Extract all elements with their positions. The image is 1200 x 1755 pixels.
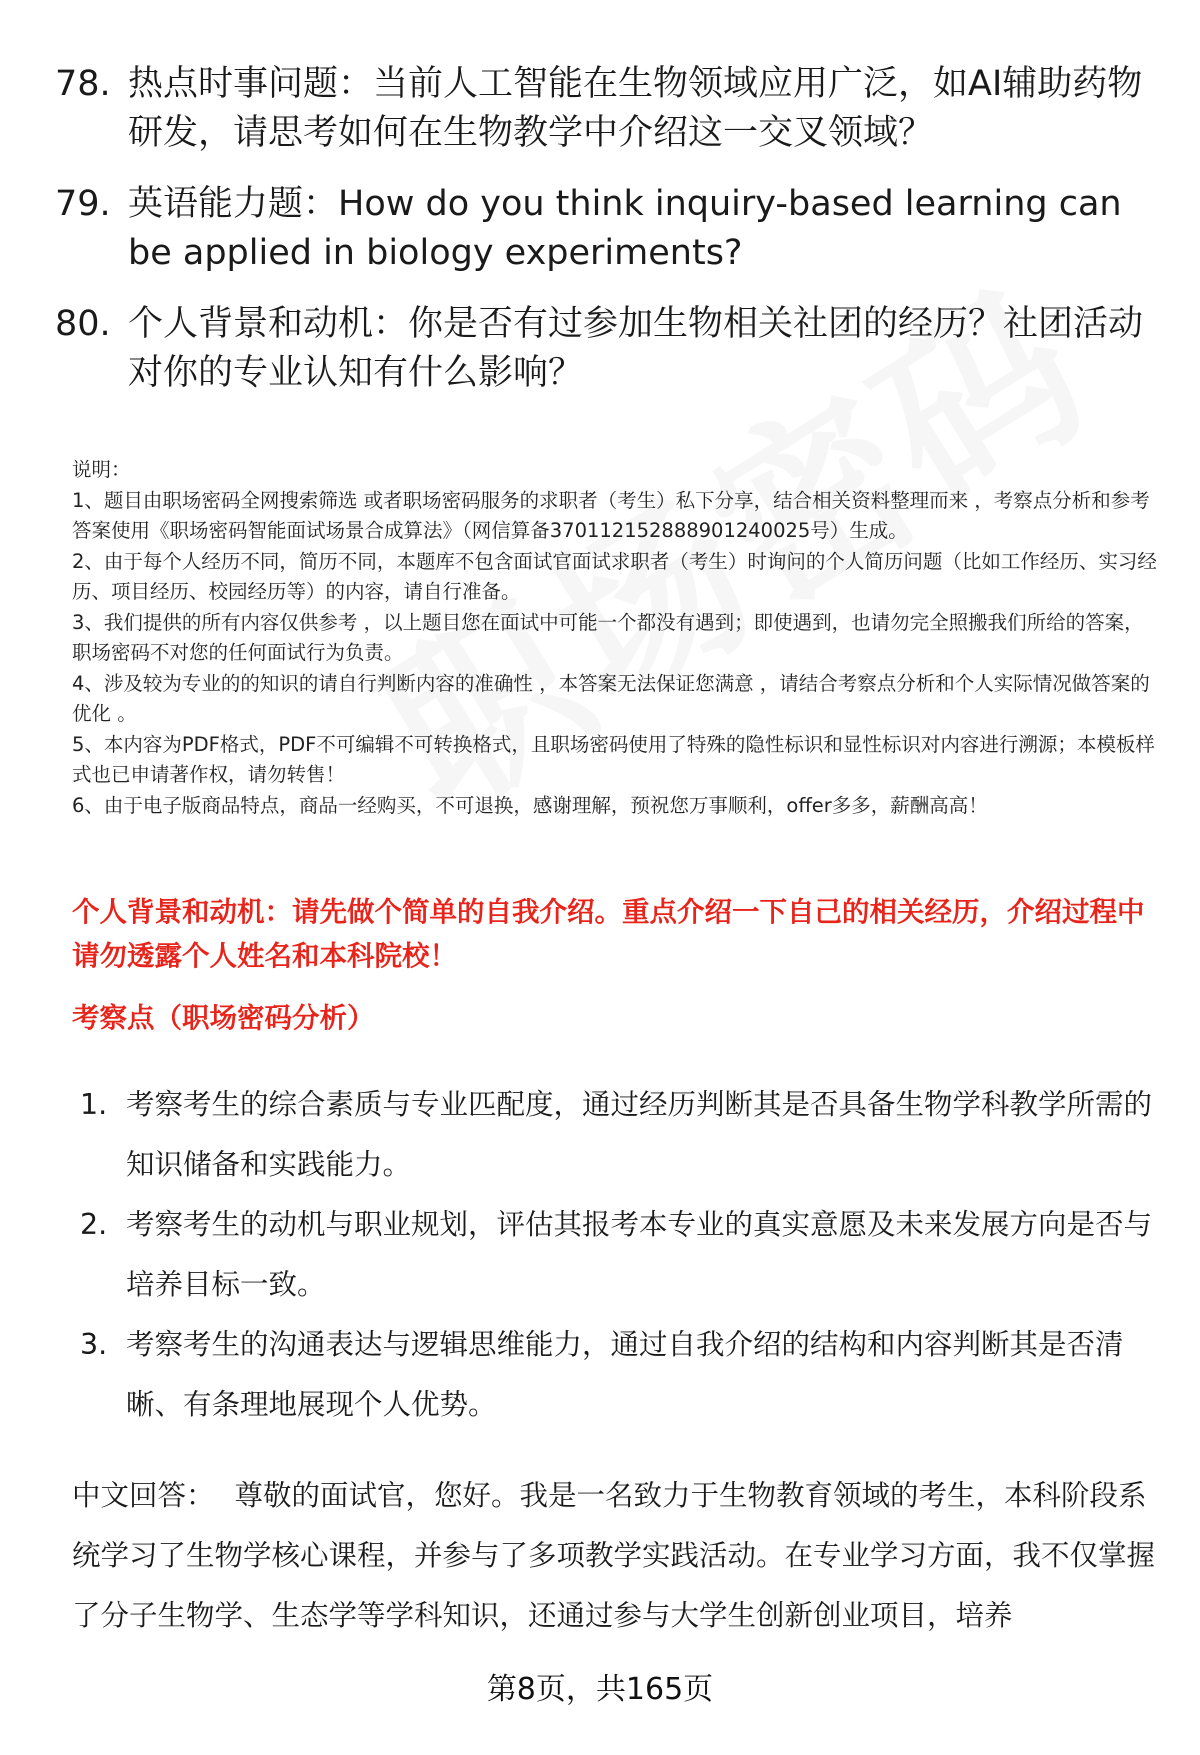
question-text: 个人背景和动机：你是否有过参加生物相关社团的经历？社团活动对你的专业认知有什么影响？ [128,304,1144,393]
note-item: 1、题目由职场密码全网搜索筛选 或者职场密码服务的求职者（考生）私下分享，结合相关资料整理而来 ，考察点分析和参考答案使用《职场密码智能面试场景合成算法》（网信算备370112152888901240025号）生成。 [72,488,1150,542]
notes-title: 说明： [72,458,131,481]
question-number: 80. [55,304,111,344]
point-text: 考察考生的沟通表达与逻辑思维能力，通过自我介绍的结构和内容判断其是否清晰、有条理地展现个人优势。 [126,1328,1124,1421]
page-footer: 第8页，共165页 [486,1672,714,1707]
answer-paragraph [72,1466,1162,1646]
question-item [55,60,1155,158]
question-heading: 个人背景和动机：请先做个简单的自我介绍。重点介绍一下自己的相关经历，介绍过程中请勿透露个人姓名和本科院校！ [72,896,1145,972]
point-number: 3. [80,1328,108,1361]
point-number: 2. [80,1208,108,1241]
question-item [55,180,1155,278]
analysis-point [80,1195,1160,1315]
question-number: 79. [55,184,111,224]
analysis-point [80,1315,1160,1435]
question-text: 英语能力题：How do you think inquiry-based learning can be applied in biology experiments? [128,184,1122,273]
note-item: 6、由于电子版商品特点，商品一经购买，不可退换，感谢理解，预祝您万事顺利，offer多多，薪酬高高！ [72,793,988,817]
point-number: 1. [80,1088,108,1121]
analysis-point [80,1075,1160,1195]
analysis-heading: 考察点（职场密码分析） [72,1002,375,1034]
point-text: 考察考生的综合素质与专业匹配度，通过经历判断其是否具备生物学科教学所需的知识储备和实践能力。 [126,1088,1153,1181]
disclaimer-notes [72,455,1162,821]
answer-text: 尊敬的面试官，您好。我是一名致力于生物教育领域的考生，本科阶段系统学习了生物学核心课程，并参与了多项教学实践活动。在专业学习方面，我不仅掌握了分子生物学、生态学等学科知识，还通过参与大学生创新创业项目，培养 [72,1479,1156,1632]
note-item: 5、本内容为PDF格式，PDF不可编辑不可转换格式，且职场密码使用了特殊的隐性标识和显性标识对内容进行溯源；本模板样式也已申请著作权，请勿转售！ [72,732,1155,786]
question-number: 78. [55,64,111,104]
note-item: 2、由于每个人经历不同，简历不同，本题库不包含面试官面试求职者（考生）时询问的个人简历问题（比如工作经历、实习经历、项目经历、校园经历等）的内容，请自行准备。 [72,549,1157,603]
question-item [55,300,1155,398]
question-text: 热点时事问题：当前人工智能在生物领域应用广泛，如AI辅助药物研发，请思考如何在生物教学中介绍这一交叉领域？ [128,64,1143,153]
question-list [55,60,1155,420]
point-text: 考察考生的动机与职业规划，评估其报考本专业的真实意愿及未来发展方向是否与培养目标一致。 [126,1208,1153,1301]
analysis-points [80,1075,1160,1435]
note-item: 4、涉及较为专业的的知识的请自行判断内容的准确性 ，本答案无法保证您满意 ，请结合考察点分析和个人实际情况做答案的优化 。 [72,671,1150,725]
note-item: 3、我们提供的所有内容仅供参考 ，以上题目您在面试中可能一个都没有遇到；即使遇到，也请勿完全照搬我们所给的答案，职场密码不对您的任何面试行为负责。 [72,610,1144,664]
answer-label: 中文回答： [72,1479,215,1512]
